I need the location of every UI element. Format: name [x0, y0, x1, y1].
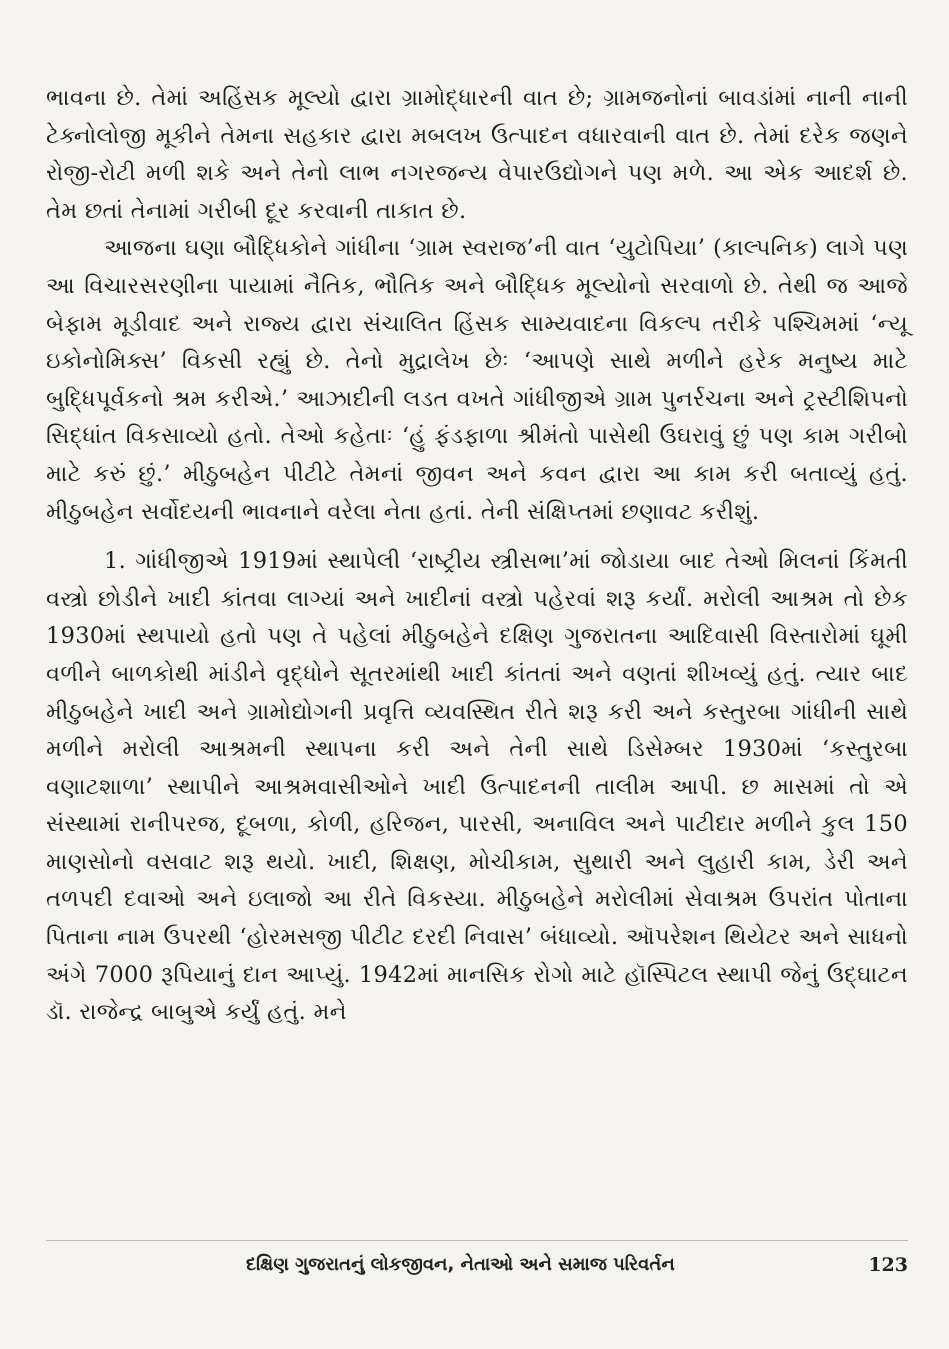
paragraph-continuation: ભાવના છે. તેમાં અહિંસક મૂલ્યો દ્વારા ગ્રામોદ્ધારની વાત છે; ગ્રામજનોનાં બાવડાંમાં નાની નાની ટેક્નોલોજી મૂકીને તેમના સહકાર દ્વારા મબલખ ઉત્પાદન વધારવાની વાત છે. તેમાં દરેક જણને રોજી-રોટી મળી શકે અને તેનો લાભ નગરજન્ય વેપારઉદ્યોગને પણ મળે. આ એક આદર્શ છે. તેમ છતાં તેનામાં ગરીબી દૂર કરવાની તાકાત છે.	[46, 85, 908, 224]
page-body	[46, 80, 908, 1032]
paragraph-point-1: 1. ગાંધીજીએ 1919માં સ્થાપેલી ‘રાષ્ટ્રીય સ્ત્રીસભા’માં જોડાયા બાદ તેઓ મિલનાં કિંમતી વસ્ત્રો છોડીને ખાદી કાંતવા લાગ્યાં અને ખાદીનાં વસ્ત્રો પહેરવાં શરૂ કર્યાં. મરોલી આશ્રમ તો છેક 1930માં સ્થપાયો હતો પણ તે પહેલાં મીઠુબહેને દક્ષિણ ગુજરાતના આદિવાસી વિસ્તારોમાં ઘૂમી વળીને બાળકોથી માંડીને વૃદ્ધોને સૂતરમાંથી ખાદી કાંતતાં અને વણતાં શીખવ્યું હતું. ત્યાર બાદ મીઠુબહેને ખાદી અને ગ્રામોદ્યોગની પ્રવૃત્તિ વ્યવસ્થિત રીતે શરૂ કરી અને કસ્તુરબા ગાંધીની સાથે મળીને મરોલી આશ્રમની સ્થાપના કરી અને તેની સાથે ડિસેમ્બર 1930માં ‘કસ્તુરબા વણાટશાળા’ સ્થાપીને આશ્રમવાસીઓને ખાદી ઉત્પાદનની તાલીમ આપી. છ માસમાં તો એ સંસ્થામાં રાનીપરજ, દૂબળા, કોળી, હરિજન, પારસી, અનાવિલ અને પાટીદાર મળીને કુલ 150 માણસોનો વસવાટ શરૂ થયો. ખાદી, શિક્ષણ, મોચીકામ, સુથારી અને લુહારી કામ, ડેરી અને તળપદી દવાઓ અને ઇલાજો આ રીતે વિકસ્યા. મીઠુબહેને મરોલીમાં સેવાશ્રમ ઉપરાંત પોતાના પિતાના નામ ઉપરથી ‘હોરમસજી પીટીટ દરદી નિવાસ’ બંધાવ્યો. ઑપરેશન થિયેટર અને સાધનો અંગે 7000 રૂપિયાનું દાન આપ્યું. 1942માં માનસિક રોગો માટે હૉસ્પિટલ સ્થાપી જેનું ઉદ્ઘાટન ડૉ. રાજેન્દ્ર બાબુએ કર્યું હતું. મને	[46, 548, 908, 1026]
page-number: 123	[868, 1254, 908, 1276]
footer-divider	[46, 1240, 908, 1241]
page-footer	[46, 1248, 908, 1288]
paragraph-gram-swaraj: આજના ઘણા બૌદ્ધિકોને ગાંધીના ‘ગ્રામ સ્વરાજ’ની વાત ‘યુટોપિયા’ (કાલ્પનિક) લાગે પણ આ વિચારસરણીના પાયામાં નૈતિક, ભૌતિક અને બૌદ્ધિક મૂલ્યોનો સરવાળો છે. તેથી જ આજે બેફામ મૂડીવાદ અને રાજ્ય દ્વારા સંચાલિત હિંસક સામ્યવાદના વિકલ્પ તરીકે પશ્ચિમમાં ‘ન્યૂ ઇકોનોમિક્સ’ વિકસી રહ્યું છે. તેનો મુદ્રાલેખ છેઃ ‘આપણે સાથે મળીને હરેક મનુષ્ય માટે બુદ્ધિપૂર્વકનો શ્રમ કરીએ.’ આઝાદીની લડત વખતે ગાંધીજીએ ગ્રામ પુનર્રચના અને ટ્રસ્ટીશિપનો સિદ્ધાંત વિકસાવ્યો હતો. તેઓ કહેતાઃ ‘હું ફંડફાળા શ્રીમંતો પાસેથી ઉઘરાવું છું પણ કામ ગરીબો માટે કરું છું.’ મીઠુબહેન પીટીટે તેમનાં જીવન અને કવન દ્વારા આ કામ કરી બતાવ્યું હતું. મીઠુબહેન સર્વોદયની ભાવનાને વરેલા નેતા હતાં. તેની સંક્ષિપ્તમાં છણાવટ કરીશું.	[46, 235, 908, 525]
running-footer-title: દક્ષિણ ગુજરાતનું લોકજીવન, નેતાઓ અને સમાજ પરિવર્તન	[246, 1254, 675, 1275]
